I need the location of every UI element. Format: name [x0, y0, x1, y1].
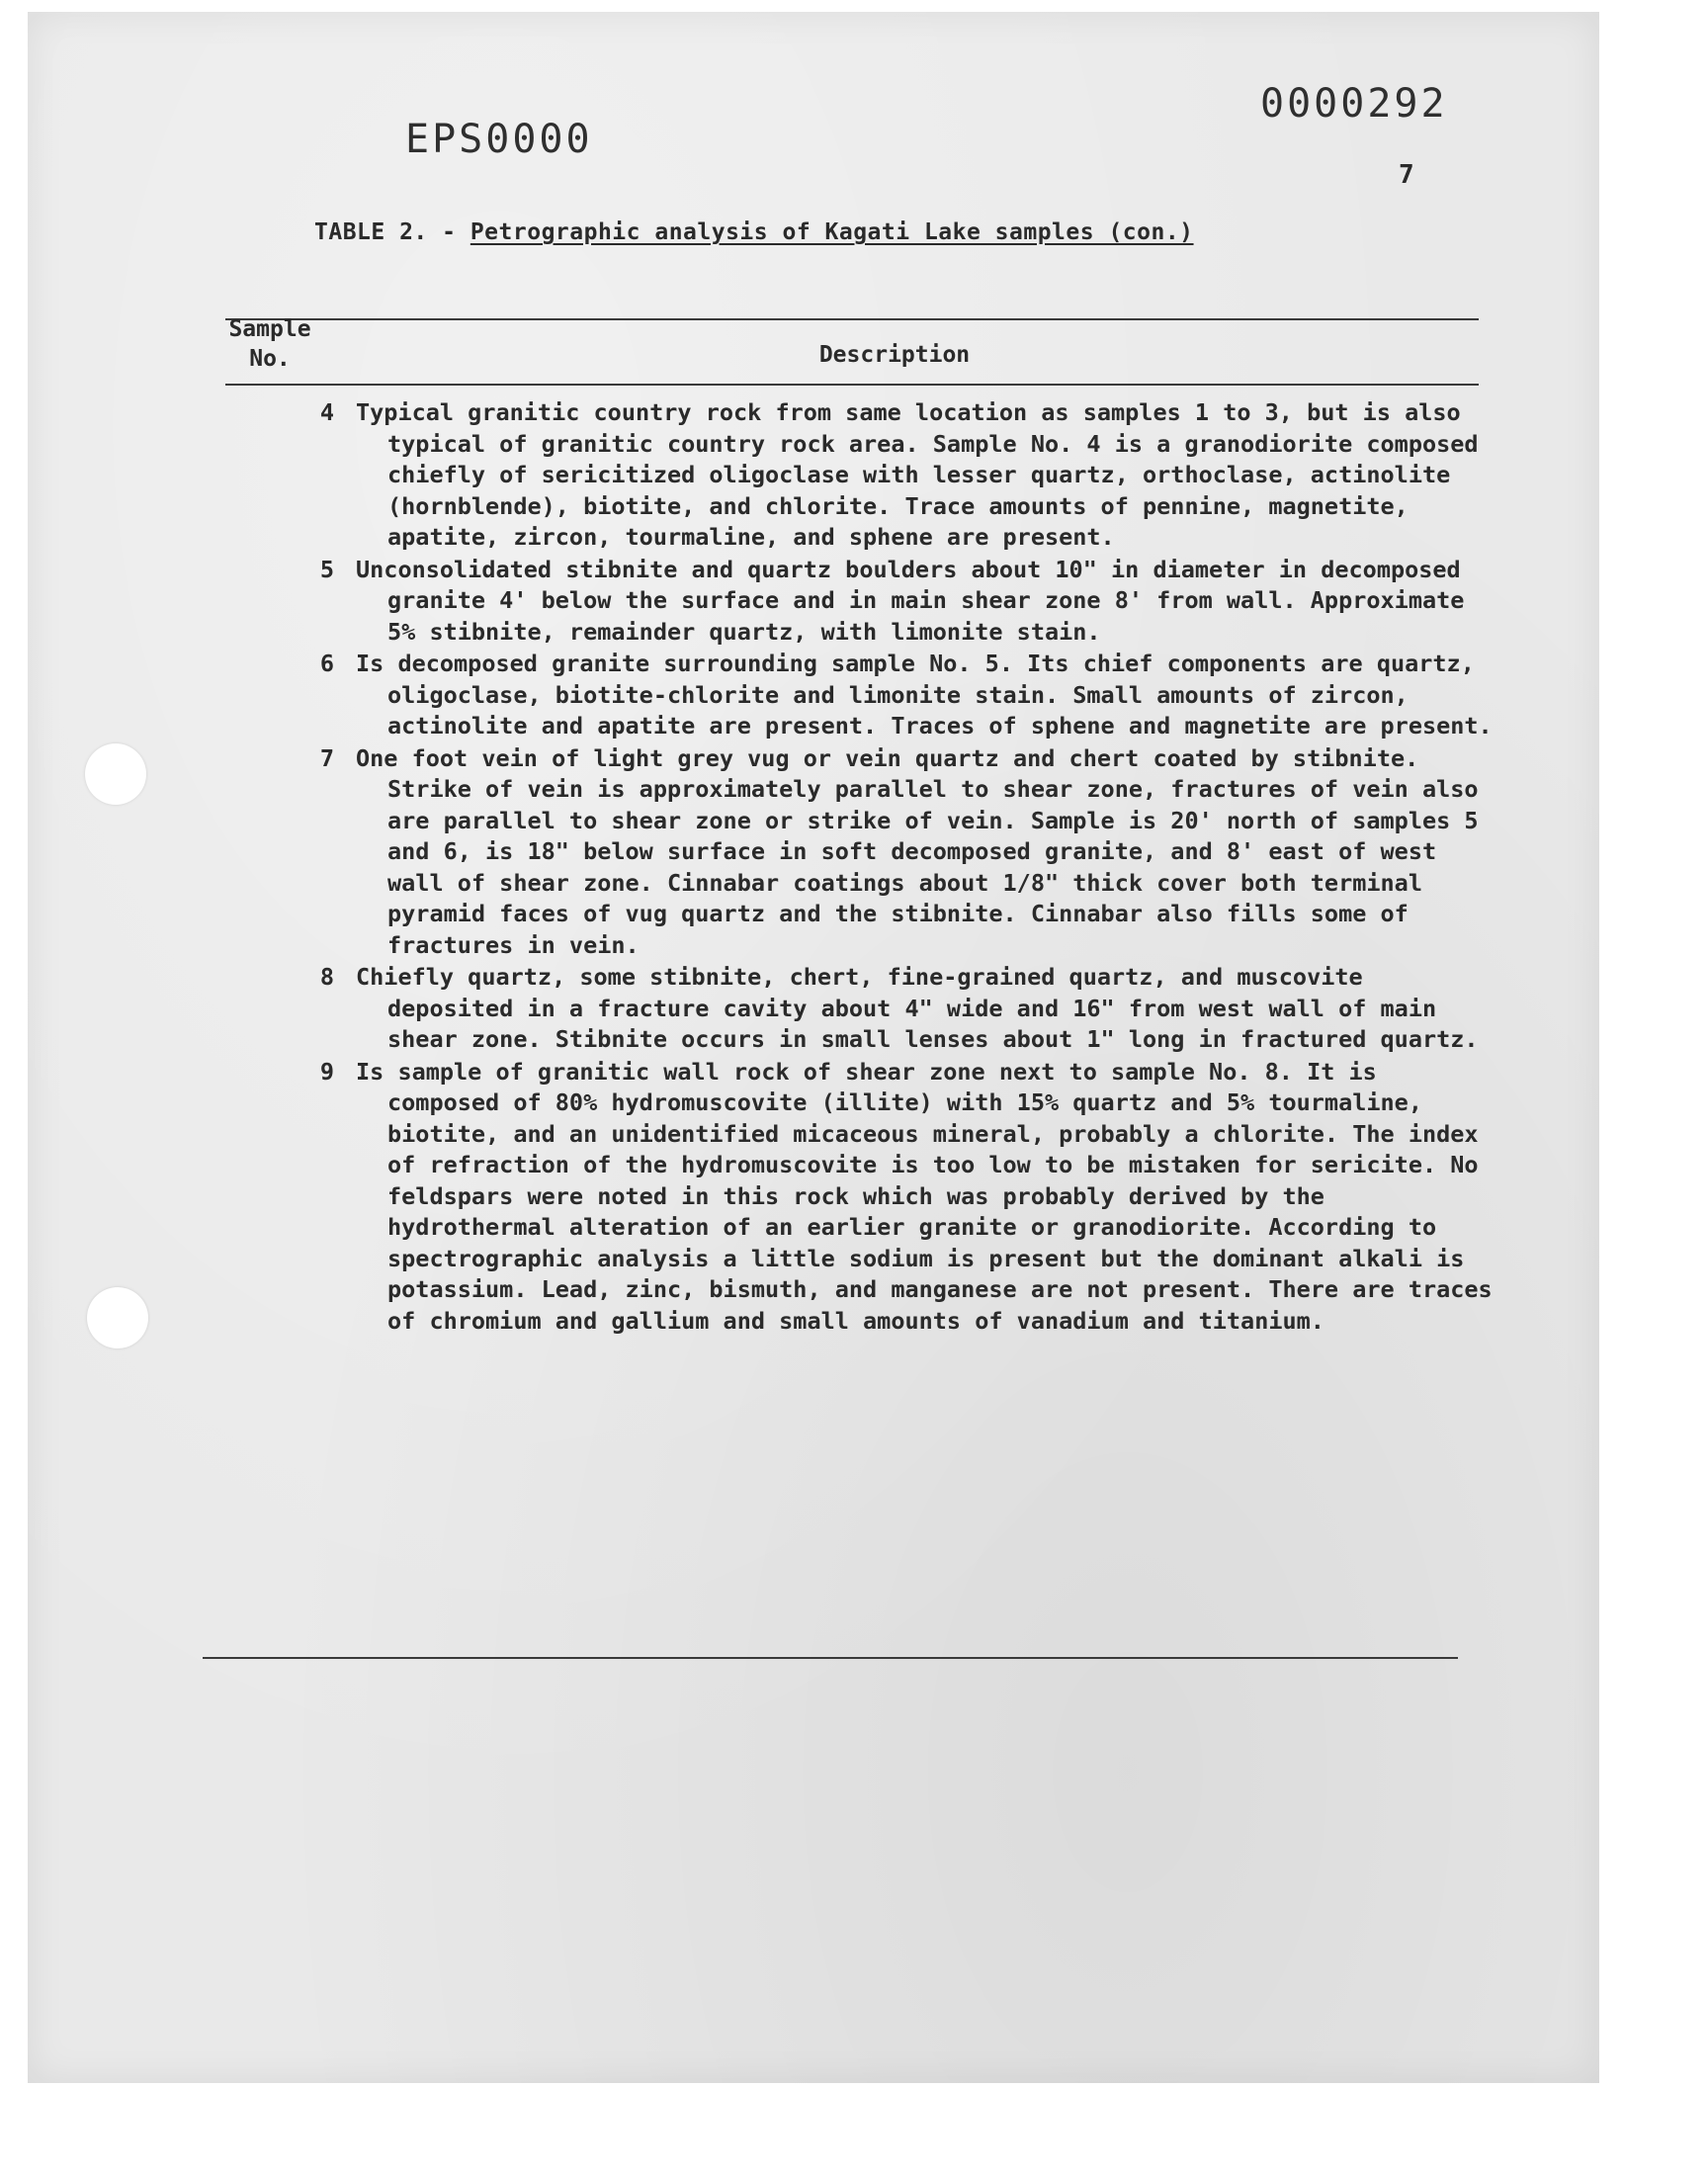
- table-title-subject: Petrographic analysis of Kagati Lake samples (con.): [470, 219, 1194, 245]
- sample-description: Unconsolidated stibnite and quartz boulders about 10" in diameter in decomposed granite 4' below the surface and in main shear zone 8' from wall. Approximate 5% stibnite, remainder quartz, with limonite stain.: [356, 555, 1465, 646]
- sample-number: 6: [319, 650, 334, 677]
- sample-number: 7: [319, 743, 334, 772]
- punch-hole-top: [85, 743, 146, 805]
- sample-number: 5: [319, 555, 334, 583]
- table-row: [267, 397, 1502, 554]
- table-bottom-rule: [203, 1657, 1458, 1659]
- column-header-description: Description: [818, 342, 971, 368]
- document-code-right: 0000292: [1260, 81, 1448, 127]
- sample-description: Chiefly quartz, some stibnite, chert, fine-grained quartz, and muscovite deposited in a fracture cavity about 4" wide and 16" from west wall of main shear zone. Stibnite occurs in small lenses about 1" long in fractured quartz.: [356, 963, 1479, 1053]
- table-row: [267, 555, 1502, 649]
- sample-number: 4: [319, 398, 334, 426]
- page-number: 7: [1399, 160, 1414, 190]
- column-header-sample-line2: No.: [249, 346, 291, 372]
- column-header-sample-no: [215, 314, 324, 374]
- table-row: [267, 962, 1502, 1056]
- table-top-rule: [225, 318, 1479, 320]
- sample-description: Is sample of granitic wall rock of shear zone next to sample No. 8. It is composed of 80% hydromuscovite (illite) with 15% quartz and 5% tourmaline, biotite, and an unidentified micaceous mineral, probably a chlorite. The index of refraction of the hydromuscovite is too low to be mistaken for sericite. No feldspars were noted in this rock which was probably derived by the hydrothermal alteration of an earlier granite or granodiorite. According to spectrographic analysis a little sodium is present but the dominant alkali is potassium. Lead, zinc, bismuth, and manganese are not present. There are traces of chromium and gallium and small amounts of vanadium and titanium.: [356, 1057, 1493, 1335]
- column-header-sample-line1: Sample: [228, 316, 311, 342]
- header-bottom-rule: [225, 384, 1479, 386]
- table-row: [267, 649, 1502, 742]
- sample-description: One foot vein of light grey vug or vein quartz and chert coated by stibnite. Strike of vein is approximately parallel to shear zone, fractures of vein also are parallel to shear zone or strike of vein. Sample is 20' north of samples 5 and 6, is 18" below surface in soft decomposed granite, and 8' east of west wall of shear zone. Cinnabar coatings about 1/8" thick cover both terminal pyramid faces of vug quartz and the stibnite. Cinnabar also fills some of fractures in vein.: [356, 743, 1479, 959]
- punch-hole-bottom: [87, 1287, 148, 1348]
- table-body: [267, 397, 1502, 1338]
- sample-number: 9: [319, 1057, 334, 1086]
- sample-description: Typical granitic country rock from same location as samples 1 to 3, but is also typical of granitic country rock area. Sample No. 4 is a granodiorite composed chiefly of sericitized oligoclase with lesser quartz, orthoclase, actinolite (hornblende), biotite, and chlorite. Trace amounts of pennine, magnetite, apatite, zircon, tourmaline, and sphene are present.: [356, 398, 1479, 551]
- table-title: [314, 219, 1194, 245]
- sample-description: Is decomposed granite surrounding sample No. 5. Its chief components are quartz, oligoclase, biotite-chlorite and limonite stain. Small amounts of zircon, actinolite and apatite are present. Traces of sphene and magnetite are present.: [356, 650, 1493, 740]
- document-code-left: EPS0000: [405, 117, 593, 162]
- sample-number: 8: [319, 963, 334, 991]
- table-row: [267, 1057, 1502, 1338]
- table-row: [267, 743, 1502, 962]
- table-title-prefix: TABLE 2. -: [314, 219, 470, 245]
